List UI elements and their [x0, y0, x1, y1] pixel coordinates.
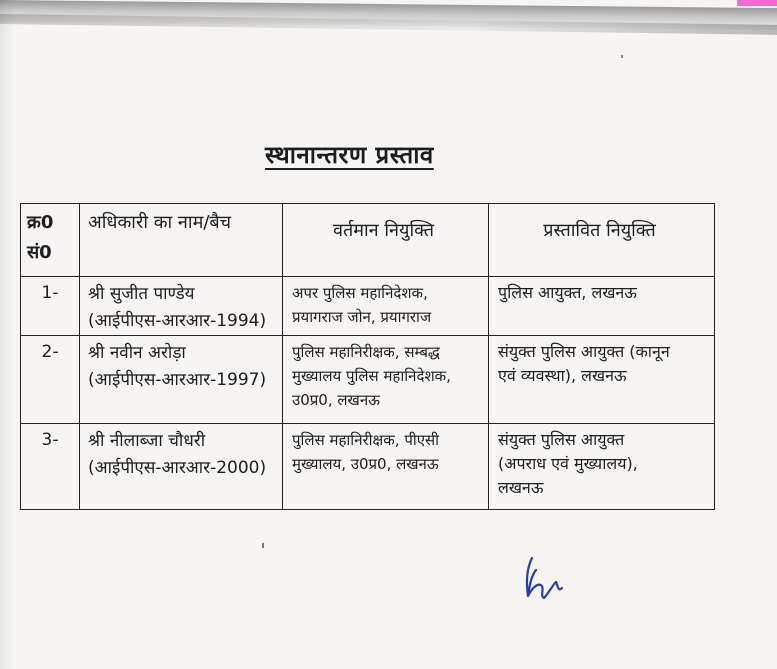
text-line: उ0प्र0, लखनऊ: [292, 391, 380, 409]
cell-proposed-posting: [489, 336, 715, 424]
text-line: पुलिस महानिरीक्षक, सम्बद्ध: [292, 343, 440, 361]
stray-mark: [262, 543, 264, 548]
header-serial-line-2: सं0: [27, 242, 52, 263]
header-officer-name: अधिकारी का नाम/बैच: [80, 204, 283, 277]
officer-name: श्री नीलाब्जा चौधरी: [88, 431, 206, 451]
officer-name: श्री नवीन अरोड़ा: [88, 343, 186, 363]
text-line: एवं व्यवस्था), लखनऊ: [498, 366, 627, 385]
cell-officer-name: [80, 424, 283, 510]
table-row: [21, 336, 715, 424]
table-header-row: [21, 204, 715, 277]
signature-stroke: [527, 558, 562, 598]
officer-batch: (आईपीएस-आरआर-2000): [88, 458, 267, 478]
cell-proposed-posting: [489, 424, 715, 510]
document-title: स्थानान्तरण प्रस्ताव: [265, 141, 434, 169]
officer-name: श्री सुजीत पाण्डेय: [88, 284, 195, 304]
text-line: पुलिस महानिरीक्षक, पीएसी: [292, 431, 440, 449]
header-serial: [21, 204, 80, 277]
stray-mark: [621, 55, 623, 58]
corner-color-strip: [737, 0, 777, 6]
cell-current-posting: [283, 336, 489, 424]
text-line: मुख्यालय पुलिस महानिदेशक,: [292, 367, 451, 385]
cell-officer-name: [80, 336, 283, 424]
header-proposed-posting: प्रस्तावित नियुक्ति: [489, 204, 715, 277]
officer-batch: (आईपीएस-आरआर-1994): [88, 311, 267, 331]
text-line: लखनऊ: [498, 478, 544, 497]
cell-current-posting: [283, 424, 489, 510]
cell-serial: 2-: [21, 336, 80, 424]
text-line: मुख्यालय, उ0प्र0, लखनऊ: [292, 455, 439, 473]
signature-mark: [518, 552, 574, 608]
cell-current-posting: [283, 277, 489, 336]
page-left-edge-shadow: [0, 0, 14, 669]
cell-serial: 3-: [21, 424, 80, 510]
text-line: (अपराध एवं मुख्यालय),: [498, 454, 638, 473]
cell-proposed-posting: [489, 277, 715, 336]
header-serial-line-1: क्र0: [27, 212, 54, 233]
transfer-proposal-table: [20, 203, 715, 510]
table-row: [21, 277, 715, 336]
cell-serial: 1-: [21, 277, 80, 336]
text-line: पुलिस आयुक्त, लखनऊ: [498, 283, 637, 302]
text-line: प्रयागराज जोन, प्रयागराज: [292, 308, 432, 326]
officer-batch: (आईपीएस-आरआर-1997): [88, 370, 267, 390]
text-line: अपर पुलिस महानिदेशक,: [292, 284, 428, 302]
text-line: संयुक्त पुलिस आयुक्त: [498, 430, 625, 449]
cell-officer-name: [80, 277, 283, 336]
text-line: संयुक्त पुलिस आयुक्त (कानून: [498, 342, 670, 361]
table-row: [21, 424, 715, 510]
header-current-posting: वर्तमान नियुक्ति: [283, 204, 489, 277]
